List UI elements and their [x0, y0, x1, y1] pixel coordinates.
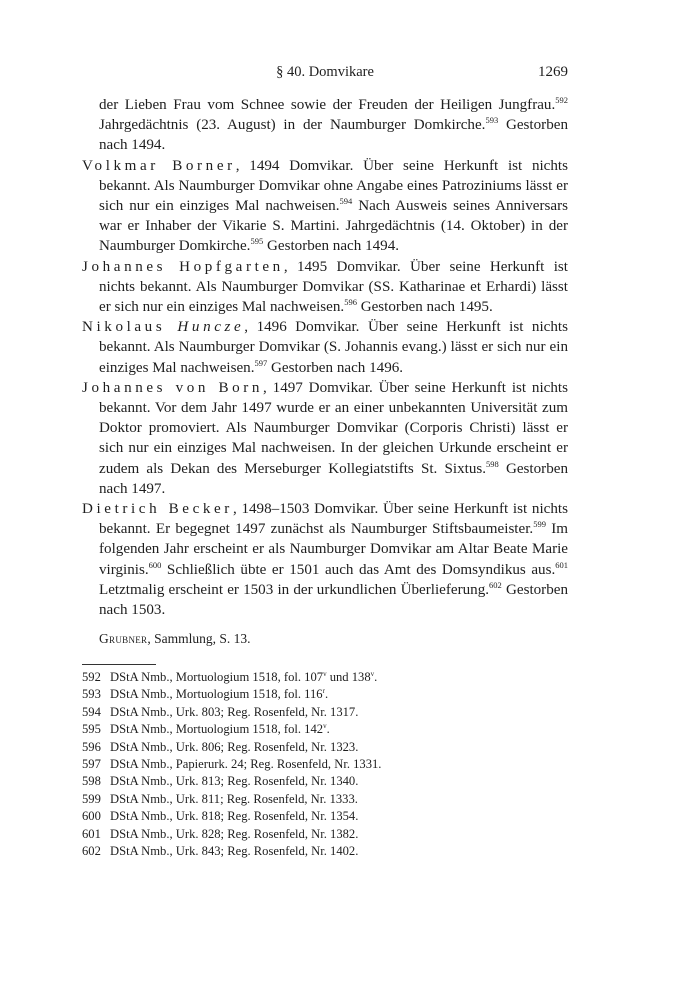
text-run: DStA Nmb., Urk. 806; Reg. Rosenfeld, Nr. 1323.: [110, 739, 359, 754]
text-run: DStA Nmb., Urk. 811; Reg. Rosenfeld, Nr. 1333.: [110, 791, 358, 806]
text-run: DStA Nmb., Urk. 818; Reg. Rosenfeld, Nr. 1354.: [110, 809, 359, 824]
text-run: , 1497 Domvikar. Über seine Herkunft ist nichts bekannt. Vor dem Jahr 1497 wurde er an einer unbekannten Universität zum Doktor promoviert. Als Naumburger Domvikar (Corporis Christi) lässt er sich nur ein einziges Mal nachweisen. In der gleichen Urkunde erscheint er zudem als Dekan des Merseburger Kollegiatstifts St. Sixtus.: [99, 379, 568, 477]
text-run: Jahrgedächtnis (23. August) in der Naumburger Domkirche.: [99, 117, 486, 134]
footnote-number: 592: [82, 670, 101, 684]
footnote-ref: 595: [250, 236, 264, 247]
text-run: Schließlich übte er 1501 auch das Amt des Domsyndikus aus.: [161, 561, 556, 578]
footnote-number: 593: [82, 687, 101, 702]
footnote: [82, 773, 568, 790]
footnote-number: 594: [82, 704, 101, 719]
footnote: [82, 669, 568, 686]
footnote: [82, 721, 568, 738]
text-run: , 1498–1503 Domvikar. Über seine Herkunft ist nichts bekannt. Er begegnet 1497 zunächst als Naumburger Stiftsbaumeister.: [99, 501, 568, 538]
text-run: und 138: [326, 670, 371, 684]
footnote-ref: 601: [555, 559, 568, 570]
biographical-entry: [82, 378, 568, 499]
text-run: DStA Nmb., Urk. 803; Reg. Rosenfeld, Nr. 1317.: [110, 704, 359, 719]
page-number: 1269: [538, 64, 568, 80]
biographical-entry: [82, 499, 568, 620]
footnote: [82, 756, 568, 773]
text-run: Letztmalig erscheint er 1503 in der urkundlichen Überlieferung.: [99, 581, 490, 598]
text-run: Im folgenden Jahr erscheint er als Naumburger Domvikar am Altar Beate Marie virginis.: [99, 521, 569, 578]
footnote-ref: v: [323, 670, 327, 678]
footnote-ref: 602: [489, 579, 502, 590]
biographical-entry: [82, 317, 568, 378]
text-run: Gestorben nach 1494.: [99, 117, 568, 154]
literature-reference: [82, 629, 568, 649]
person-name: Johannes Hopfgarten: [82, 258, 284, 275]
footnote-ref: 599: [533, 519, 546, 530]
footnote: [82, 686, 568, 703]
footnote: [82, 791, 568, 808]
footnote-rule: [82, 664, 156, 665]
text-run: der Lieben Frau vom Schnee sowie der Freuden der Heiligen Jungfrau.: [99, 97, 556, 113]
person-name: Volkmar Borner: [82, 157, 236, 174]
text-run: Gestorben nach 1496.: [267, 359, 404, 376]
person-surname: Huncze: [177, 319, 245, 336]
entry-continuation: [82, 95, 568, 156]
text-run: DStA Nmb., Urk. 828; Reg. Rosenfeld, Nr. 1382.: [110, 826, 359, 841]
footnote-number: 601: [82, 826, 101, 841]
footnote-number: 595: [82, 722, 101, 737]
text-run: .: [326, 722, 330, 737]
footnote-ref: 593: [485, 115, 499, 126]
footnote: [82, 843, 568, 860]
text-run: DStA Nmb., Papierurk. 24; Reg. Rosenfeld, Nr. 1331.: [110, 757, 382, 772]
running-head-title: § 40. Domvikare: [276, 64, 374, 80]
text-run: DStA Nmb., Mortuologium 1518, fol. 107: [110, 670, 324, 684]
footnote-ref: v: [323, 722, 327, 731]
footnote-number: 598: [82, 774, 101, 789]
footnote: [82, 826, 568, 843]
literature-author: Grubner: [99, 631, 148, 647]
footnote-ref: r: [322, 687, 325, 696]
footnote: [82, 808, 568, 825]
text-run: Gestorben nach 1494.: [263, 238, 400, 255]
text-run: DStA Nmb., Mortuologium 1518, fol. 142: [110, 722, 324, 737]
footnote-ref: 600: [148, 559, 162, 570]
footnotes-list: [82, 669, 568, 860]
footnote-number: 599: [82, 791, 101, 806]
biographical-entry: [82, 156, 568, 257]
entries-list: [82, 95, 568, 620]
footnote-ref: 594: [339, 196, 353, 207]
text-run: .: [324, 687, 329, 702]
footnote-ref: 592: [555, 95, 568, 105]
footnote: [82, 704, 568, 721]
person-name: Nikolaus: [82, 319, 178, 336]
text-run: , 1495 Domvikar. Über seine Herkunft ist nichts bekannt. Als Naumburger Domvikar (SS. Katharinae et Erhardi) lässt er sich nur ein einziges Mal nachweisen.: [99, 258, 568, 316]
footnote-ref: 597: [254, 357, 268, 368]
text-run: , 1496 Domvikar. Über seine Herkunft ist nichts bekannt. Als Naumburger Domvikar (S. Johannis evang.) lässt er sich nur ein einziges Mal nachweisen.: [99, 319, 568, 376]
text-run: DStA Nmb., Mortuologium 1518, fol. 116: [110, 687, 323, 702]
person-name: Dietrich Becker: [82, 501, 233, 518]
footnote-ref: 596: [344, 297, 357, 308]
footnote-ref: v: [370, 670, 375, 678]
biographical-entry: [82, 257, 568, 318]
footnote-number: 600: [82, 809, 101, 824]
text-run: Gestorben nach 1497.: [99, 460, 568, 497]
footnote-ref: 598: [486, 458, 499, 469]
footnote-number: 597: [82, 757, 101, 772]
text-run: .: [374, 670, 378, 684]
running-head: [82, 64, 568, 84]
main-text: [82, 95, 568, 649]
text-run: DStA Nmb., Urk. 813; Reg. Rosenfeld, Nr. 1340.: [110, 774, 359, 789]
text-run: Gestorben nach 1503.: [99, 581, 569, 619]
text-run: , 1494 Domvikar. Über seine Herkunft ist nichts bekannt. Als Naumburger Domvikar ohne Angabe eines Patroziniums lässt er sich nur ein einziges Mal nachweisen.: [99, 157, 568, 215]
footnote-number: 596: [82, 739, 101, 754]
footnote: [82, 739, 568, 756]
person-name: Johannes von Born: [82, 379, 264, 396]
literature-rest: , Sammlung, S. 13.: [147, 631, 251, 647]
footnote-number: 602: [82, 844, 101, 859]
text-run: Gestorben nach 1495.: [356, 299, 493, 316]
text-run: Nach Ausweis seines Anniversars war er Inhaber der Vikarie S. Martini. Jahrgedächtnis (14. Oktober) in der Naumburger Domkirche.: [99, 198, 568, 255]
text-run: DStA Nmb., Urk. 843; Reg. Rosenfeld, Nr. 1402.: [110, 844, 359, 859]
